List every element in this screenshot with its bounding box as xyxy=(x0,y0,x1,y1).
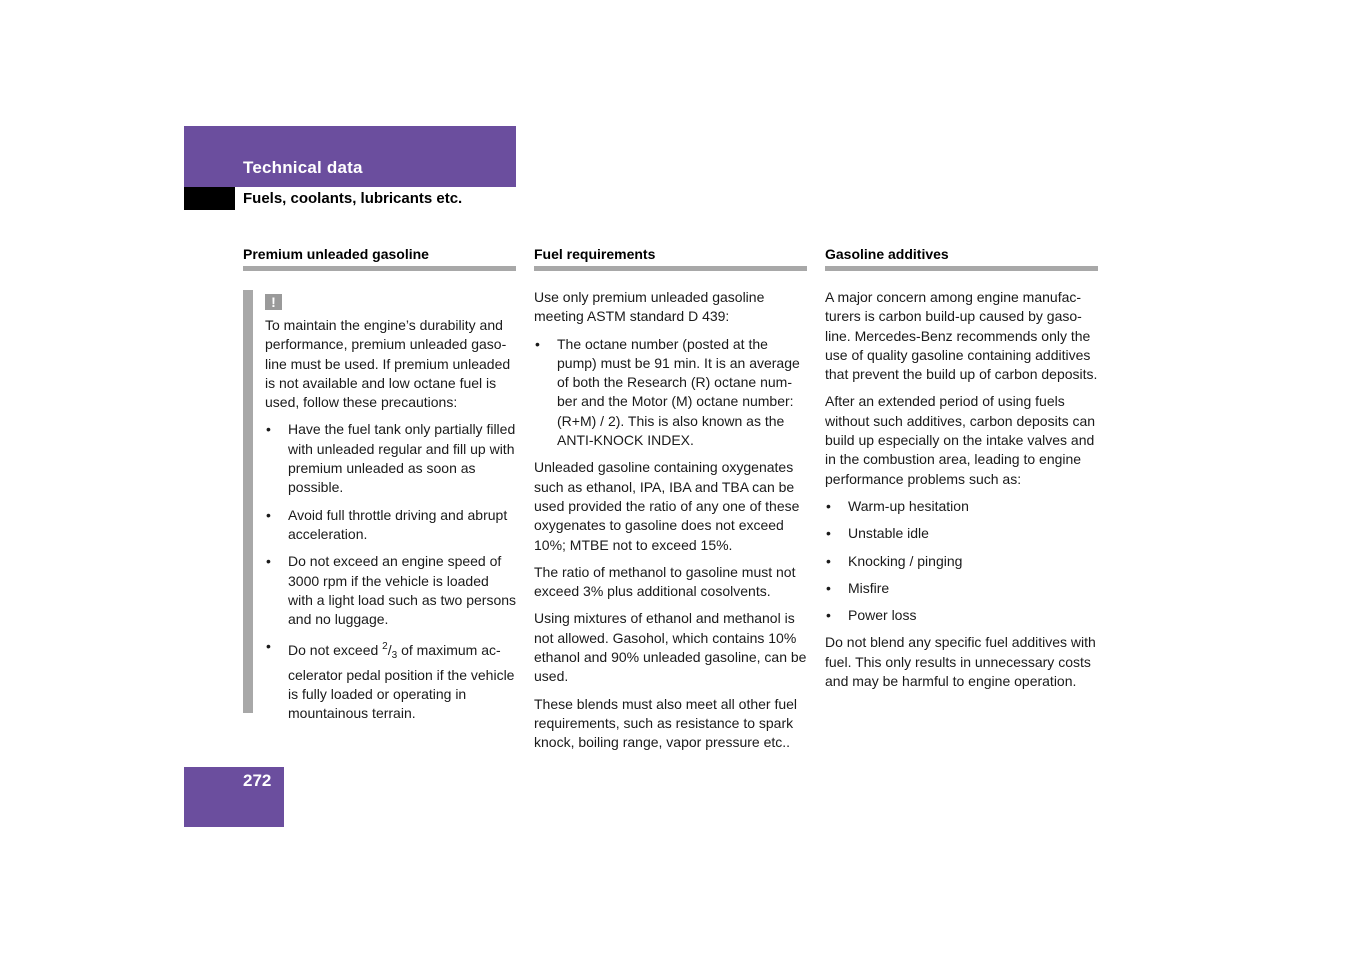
warning-box xyxy=(243,290,516,724)
problems-list xyxy=(825,497,1098,625)
column-fuel-requirements xyxy=(534,246,807,761)
column-gasoline-additives xyxy=(825,246,1098,699)
list-item: • Do not exceed $^2/_3$ of maximum accelerator pedal position if the vehicle is fully loaded or operating in mountainous terrain. xyxy=(266,638,515,722)
paragraph: The ratio of methanol to gasoline must not exceed 3% plus additional cosolvents. xyxy=(534,563,796,600)
section-marker xyxy=(184,187,235,210)
list-item: • Misfire xyxy=(826,579,890,596)
paragraph: Using mixtures of ethanol and methanol is not allowed. Gasohol, which contains 10% ethanol and 90% unleaded gasoline, can be used. xyxy=(534,610,807,685)
page-number: 272 xyxy=(243,771,272,790)
paragraph: Unleaded gasoline containing oxygenates such as ethanol, IPA, IBA and TBA can be used provided the ratio of any one of these oxygenates to gasoline does not exceed 10%; MTBE not to exceed 15%. xyxy=(534,459,800,553)
paragraph: A major concern among engine manufacturers is carbon build-up caused by gasoline. Mercedes-Benz recommends only the use of quality gasoline containing additives that prevent the build up of carbon deposits. xyxy=(825,289,1098,383)
list-item: • The octane number (posted at the pump) must be 91 min. It is an average of both the Research (R) octane number and the Motor (M) octane number: (R+M) / 2). This is also known as the ANTI-KNOCK INDEX. xyxy=(535,335,800,449)
paragraph: Do not blend any specific fuel additives with fuel. This only results in unnecessary costs and may be harmful to engine operation. xyxy=(825,634,1096,690)
list-item: • Have the fuel tank only partially filled with unleaded regular and fill up with premium unleaded as soon as possible. xyxy=(266,421,516,496)
list-item: • Power loss xyxy=(826,607,917,624)
warning-intro: To maintain the engine’s durability and performance, premium unleaded gasoline must be used. If premium unleaded is not available and low octane fuel is used, follow these precautions: xyxy=(265,317,511,411)
list-item: • Knocking / pinging xyxy=(826,552,963,569)
column-heading: Premium unleaded gasoline xyxy=(243,246,516,271)
list-item: • Do not exceed an engine speed of 3000 rpm if the vehicle is loaded with a light load such as two persons and no luggage. xyxy=(266,553,517,628)
paragraph: These blends must also meet all other fuel requirements, such as resistance to spark knock, boiling range, vapor pressure etc.. xyxy=(534,695,798,751)
list-item: • Avoid full throttle driving and abrupt acceleration. xyxy=(266,506,508,542)
column-heading: Fuel requirements xyxy=(534,246,807,271)
requirements-list xyxy=(534,335,807,451)
list-item: • Unstable idle xyxy=(826,525,929,542)
list-item: • Warm-up hesitation xyxy=(826,497,969,514)
warning-exclamation-icon: ! xyxy=(265,294,282,310)
paragraph: After an extended period of using fuels without such additives, carbon deposits can build up especially on the intake valves and in the combustion area, leading to engine performance problems such as: xyxy=(825,393,1096,487)
paragraph: Use only premium unleaded gasoline meeting ASTM standard D 439: xyxy=(534,289,765,325)
precautions-list xyxy=(265,420,516,723)
column-premium-unleaded xyxy=(243,246,516,732)
section-title: Technical data xyxy=(243,158,363,177)
subsection-title: Fuels, coolants, lubricants etc. xyxy=(243,190,463,207)
column-heading: Gasoline additives xyxy=(825,246,1098,271)
warning-bar xyxy=(243,290,253,713)
